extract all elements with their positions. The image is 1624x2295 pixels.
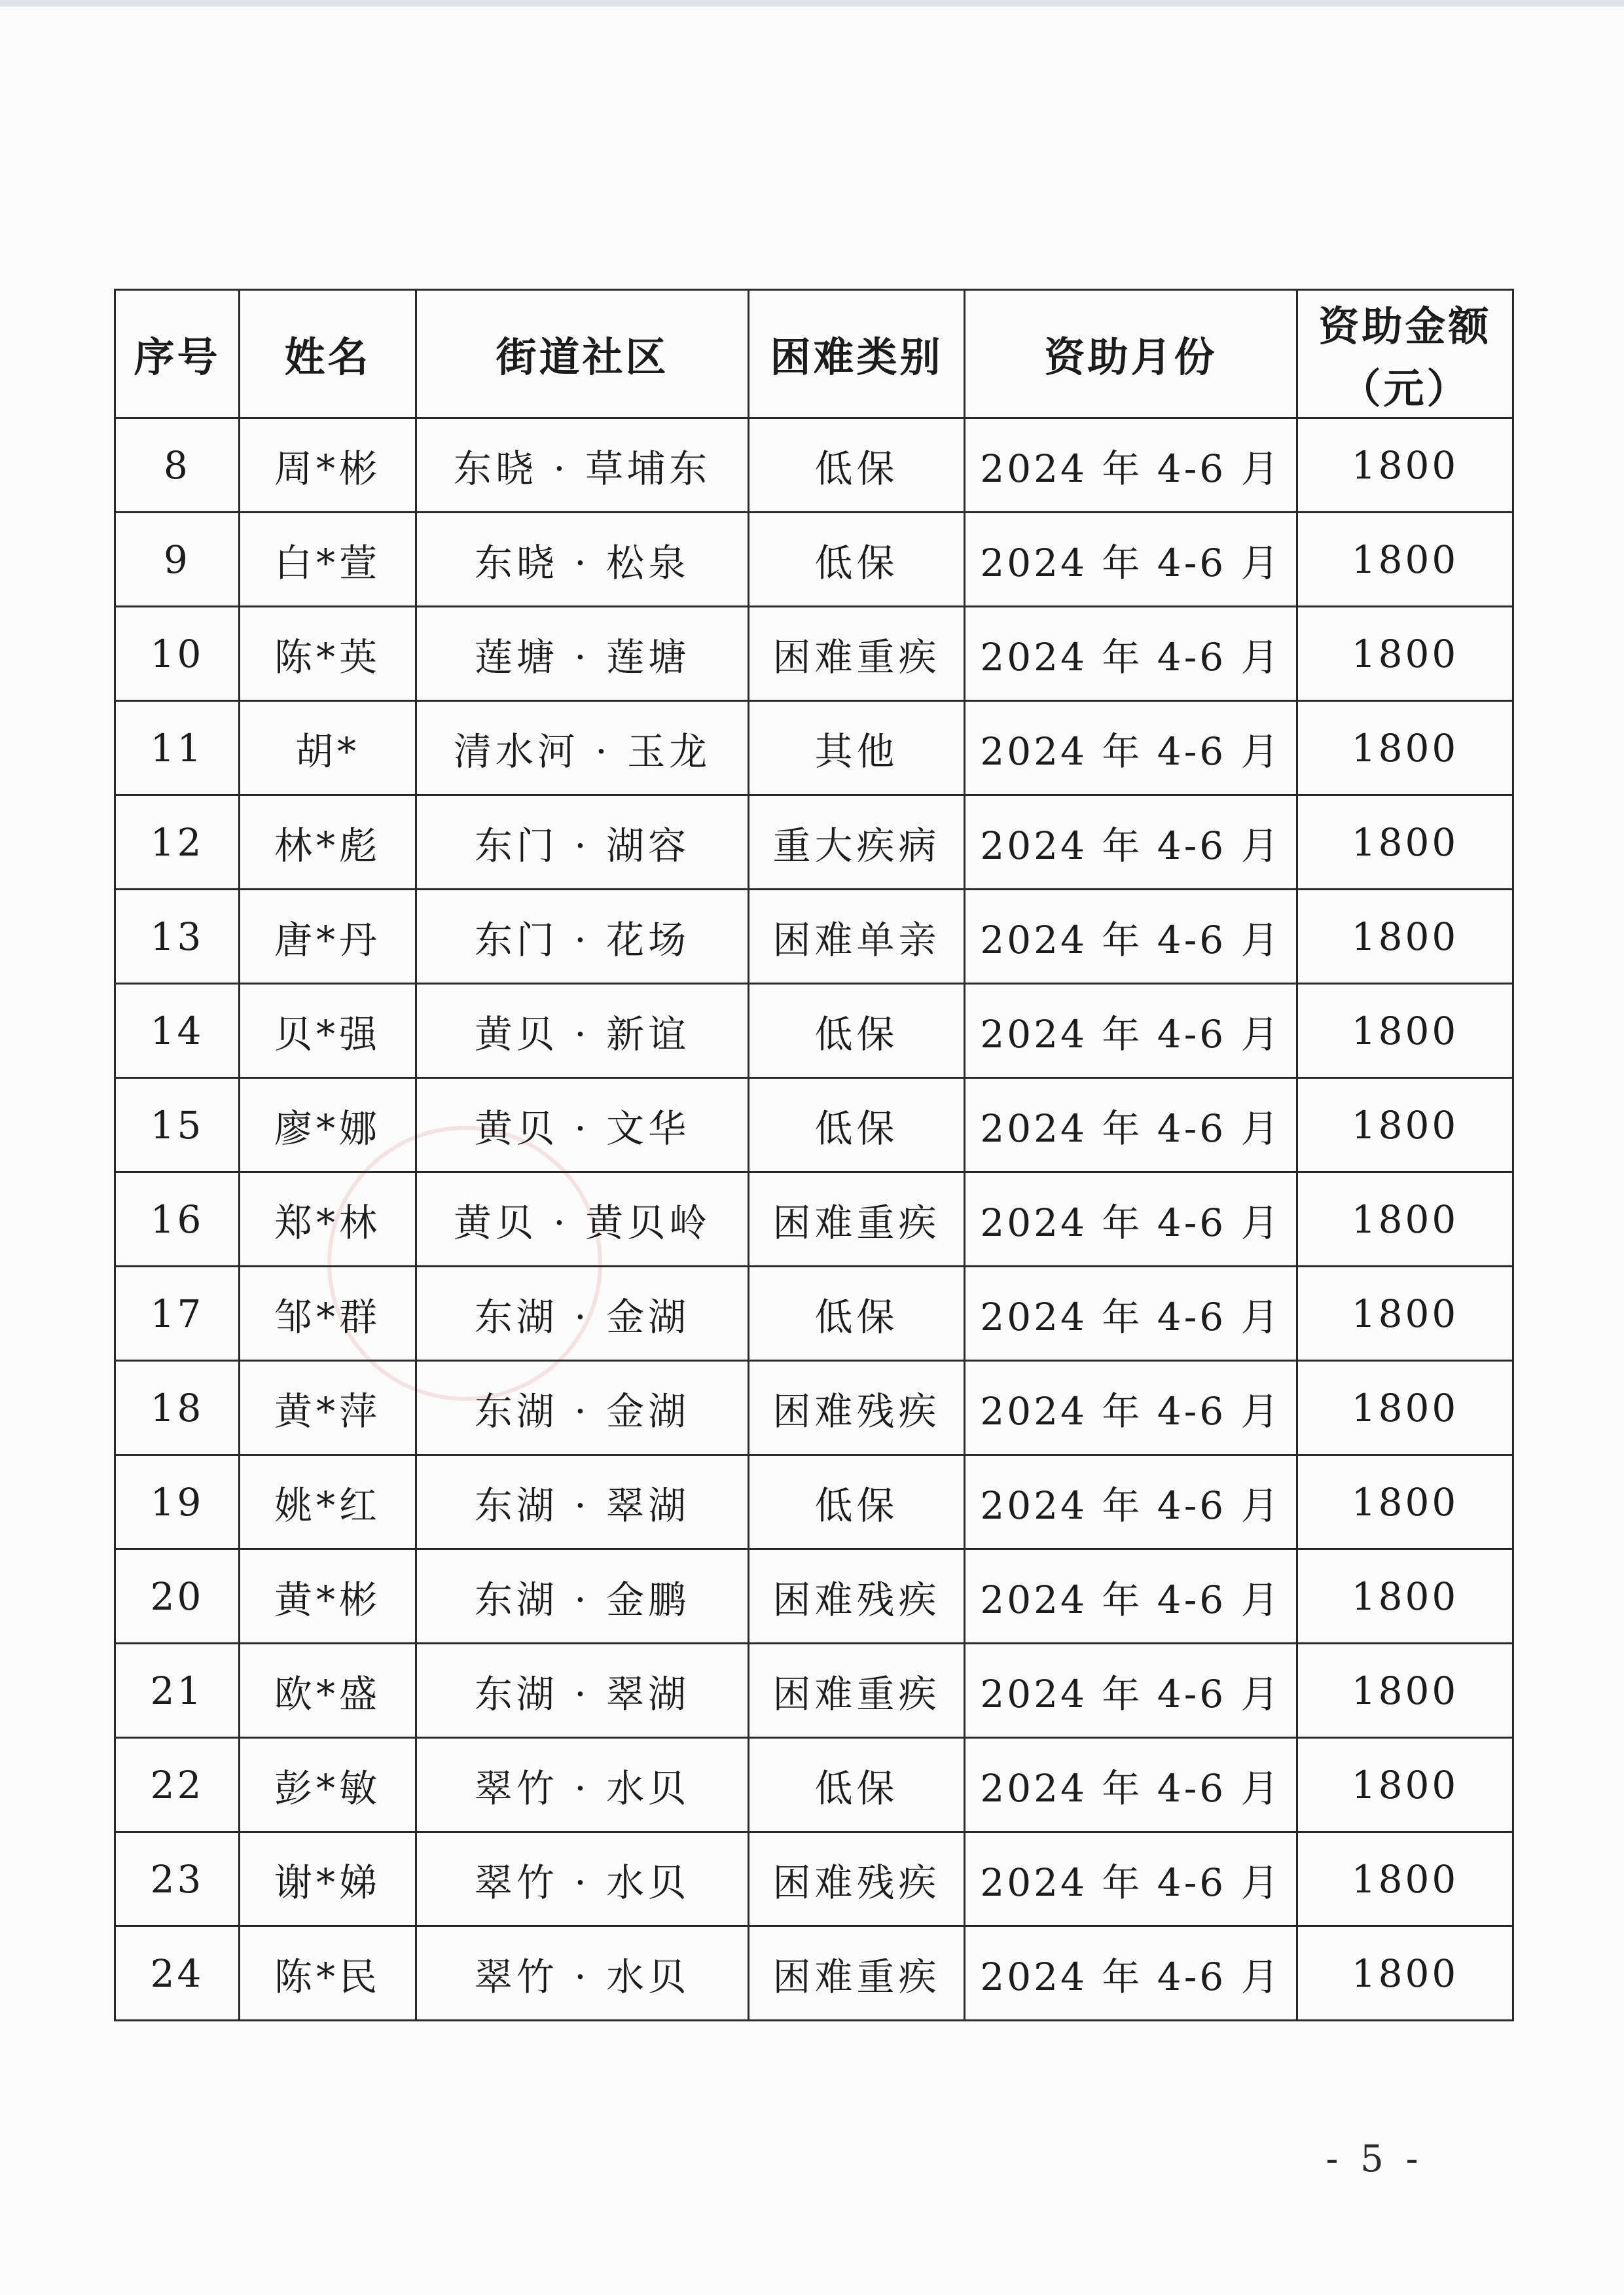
assistance-roster-table xyxy=(114,289,1514,2021)
cell-name: 唐*丹 xyxy=(240,890,416,984)
header-period: 资助月份 xyxy=(965,290,1297,418)
header-amount-line1: 资助金额 xyxy=(1318,302,1492,350)
cell-index: 9 xyxy=(115,513,240,607)
cell-index: 23 xyxy=(115,1832,240,1926)
cell-amount: 1800 xyxy=(1297,795,1513,890)
cell-community: 东湖 · 翠湖 xyxy=(416,1455,749,1549)
cell-period: 2024 年 4-6 月 xyxy=(965,1832,1297,1926)
header-amount-line2: （元） xyxy=(1340,364,1470,412)
table-row xyxy=(115,1455,1513,1549)
cell-name: 彭*敏 xyxy=(240,1738,416,1832)
cell-amount: 1800 xyxy=(1297,984,1513,1078)
table-row xyxy=(115,1549,1513,1644)
cell-index: 14 xyxy=(115,984,240,1078)
cell-name: 胡* xyxy=(240,701,416,795)
cell-name: 黄*萍 xyxy=(240,1361,416,1455)
cell-community: 东湖 · 金鹏 xyxy=(416,1549,749,1644)
cell-name: 谢*娣 xyxy=(240,1832,416,1926)
cell-name: 周*彬 xyxy=(240,418,416,513)
cell-category: 低保 xyxy=(749,1455,965,1549)
cell-name: 姚*红 xyxy=(240,1455,416,1549)
cell-period: 2024 年 4-6 月 xyxy=(965,795,1297,890)
table-row xyxy=(115,1267,1513,1361)
cell-index: 18 xyxy=(115,1361,240,1455)
header-amount xyxy=(1297,290,1513,418)
header-name: 姓名 xyxy=(240,290,416,418)
cell-community: 黄贝 · 文华 xyxy=(416,1078,749,1172)
table-row xyxy=(115,795,1513,890)
cell-community: 东湖 · 翠湖 xyxy=(416,1644,749,1738)
header-community: 街道社区 xyxy=(416,290,749,418)
cell-name: 郑*林 xyxy=(240,1172,416,1267)
cell-category: 困难重疾 xyxy=(749,607,965,701)
cell-amount: 1800 xyxy=(1297,1078,1513,1172)
cell-name: 陈*英 xyxy=(240,607,416,701)
cell-community: 东门 · 花场 xyxy=(416,890,749,984)
cell-index: 21 xyxy=(115,1644,240,1738)
cell-community: 东晓 · 草埔东 xyxy=(416,418,749,513)
cell-category: 困难重疾 xyxy=(749,1172,965,1267)
cell-amount: 1800 xyxy=(1297,1455,1513,1549)
cell-community: 翠竹 · 水贝 xyxy=(416,1738,749,1832)
cell-category: 低保 xyxy=(749,418,965,513)
cell-index: 19 xyxy=(115,1455,240,1549)
cell-category: 困难残疾 xyxy=(749,1361,965,1455)
cell-community: 黄贝 · 黄贝岭 xyxy=(416,1172,749,1267)
cell-period: 2024 年 4-6 月 xyxy=(965,984,1297,1078)
cell-amount: 1800 xyxy=(1297,890,1513,984)
cell-period: 2024 年 4-6 月 xyxy=(965,1078,1297,1172)
cell-community: 莲塘 · 莲塘 xyxy=(416,607,749,701)
cell-index: 8 xyxy=(115,418,240,513)
cell-category: 低保 xyxy=(749,984,965,1078)
table-row xyxy=(115,1832,1513,1926)
cell-period: 2024 年 4-6 月 xyxy=(965,1549,1297,1644)
cell-amount: 1800 xyxy=(1297,513,1513,607)
cell-period: 2024 年 4-6 月 xyxy=(965,1644,1297,1738)
cell-category: 困难重疾 xyxy=(749,1926,965,2021)
cell-name: 林*彪 xyxy=(240,795,416,890)
table-row xyxy=(115,418,1513,513)
cell-period: 2024 年 4-6 月 xyxy=(965,607,1297,701)
cell-name: 邹*群 xyxy=(240,1267,416,1361)
cell-period: 2024 年 4-6 月 xyxy=(965,418,1297,513)
table-row xyxy=(115,984,1513,1078)
cell-community: 东门 · 湖容 xyxy=(416,795,749,890)
cell-community: 东湖 · 金湖 xyxy=(416,1267,749,1361)
header-index: 序号 xyxy=(115,290,240,418)
cell-community: 翠竹 · 水贝 xyxy=(416,1926,749,2021)
cell-index: 24 xyxy=(115,1926,240,2021)
cell-index: 10 xyxy=(115,607,240,701)
cell-amount: 1800 xyxy=(1297,701,1513,795)
cell-name: 白*萱 xyxy=(240,513,416,607)
cell-period: 2024 年 4-6 月 xyxy=(965,1738,1297,1832)
cell-amount: 1800 xyxy=(1297,1644,1513,1738)
table-row xyxy=(115,513,1513,607)
cell-community: 东晓 · 松泉 xyxy=(416,513,749,607)
table-body xyxy=(115,418,1513,2021)
cell-index: 15 xyxy=(115,1078,240,1172)
cell-community: 清水河 · 玉龙 xyxy=(416,701,749,795)
cell-amount: 1800 xyxy=(1297,1832,1513,1926)
cell-name: 欧*盛 xyxy=(240,1644,416,1738)
cell-period: 2024 年 4-6 月 xyxy=(965,1172,1297,1267)
cell-category: 低保 xyxy=(749,1267,965,1361)
table-row xyxy=(115,607,1513,701)
cell-index: 11 xyxy=(115,701,240,795)
table-row xyxy=(115,1172,1513,1267)
cell-category: 低保 xyxy=(749,1738,965,1832)
cell-amount: 1800 xyxy=(1297,1361,1513,1455)
table-row xyxy=(115,1738,1513,1832)
cell-category: 低保 xyxy=(749,513,965,607)
cell-category: 低保 xyxy=(749,1078,965,1172)
cell-period: 2024 年 4-6 月 xyxy=(965,1455,1297,1549)
cell-community: 翠竹 · 水贝 xyxy=(416,1832,749,1926)
header-category: 困难类别 xyxy=(749,290,965,418)
cell-amount: 1800 xyxy=(1297,607,1513,701)
cell-category: 重大疾病 xyxy=(749,795,965,890)
cell-name: 陈*民 xyxy=(240,1926,416,2021)
table-row xyxy=(115,1078,1513,1172)
cell-category: 困难单亲 xyxy=(749,890,965,984)
page-number: - 5 - xyxy=(1326,2138,1424,2180)
table-row xyxy=(115,1361,1513,1455)
table-row xyxy=(115,1644,1513,1738)
cell-community: 东湖 · 金湖 xyxy=(416,1361,749,1455)
cell-amount: 1800 xyxy=(1297,1549,1513,1644)
cell-amount: 1800 xyxy=(1297,1926,1513,2021)
cell-amount: 1800 xyxy=(1297,1738,1513,1832)
scan-top-edge xyxy=(0,0,1624,7)
cell-index: 13 xyxy=(115,890,240,984)
cell-period: 2024 年 4-6 月 xyxy=(965,513,1297,607)
cell-category: 困难残疾 xyxy=(749,1832,965,1926)
cell-period: 2024 年 4-6 月 xyxy=(965,1926,1297,2021)
cell-period: 2024 年 4-6 月 xyxy=(965,890,1297,984)
cell-index: 17 xyxy=(115,1267,240,1361)
cell-period: 2024 年 4-6 月 xyxy=(965,1267,1297,1361)
cell-index: 12 xyxy=(115,795,240,890)
cell-name: 黄*彬 xyxy=(240,1549,416,1644)
cell-community: 黄贝 · 新谊 xyxy=(416,984,749,1078)
table-row xyxy=(115,1926,1513,2021)
table-row xyxy=(115,701,1513,795)
cell-index: 20 xyxy=(115,1549,240,1644)
cell-index: 16 xyxy=(115,1172,240,1267)
cell-amount: 1800 xyxy=(1297,418,1513,513)
cell-index: 22 xyxy=(115,1738,240,1832)
cell-category: 困难重疾 xyxy=(749,1644,965,1738)
cell-amount: 1800 xyxy=(1297,1267,1513,1361)
cell-period: 2024 年 4-6 月 xyxy=(965,1361,1297,1455)
cell-name: 廖*娜 xyxy=(240,1078,416,1172)
table-header-row xyxy=(115,290,1513,418)
cell-amount: 1800 xyxy=(1297,1172,1513,1267)
cell-period: 2024 年 4-6 月 xyxy=(965,701,1297,795)
table-row xyxy=(115,890,1513,984)
cell-category: 困难残疾 xyxy=(749,1549,965,1644)
cell-name: 贝*强 xyxy=(240,984,416,1078)
cell-category: 其他 xyxy=(749,701,965,795)
